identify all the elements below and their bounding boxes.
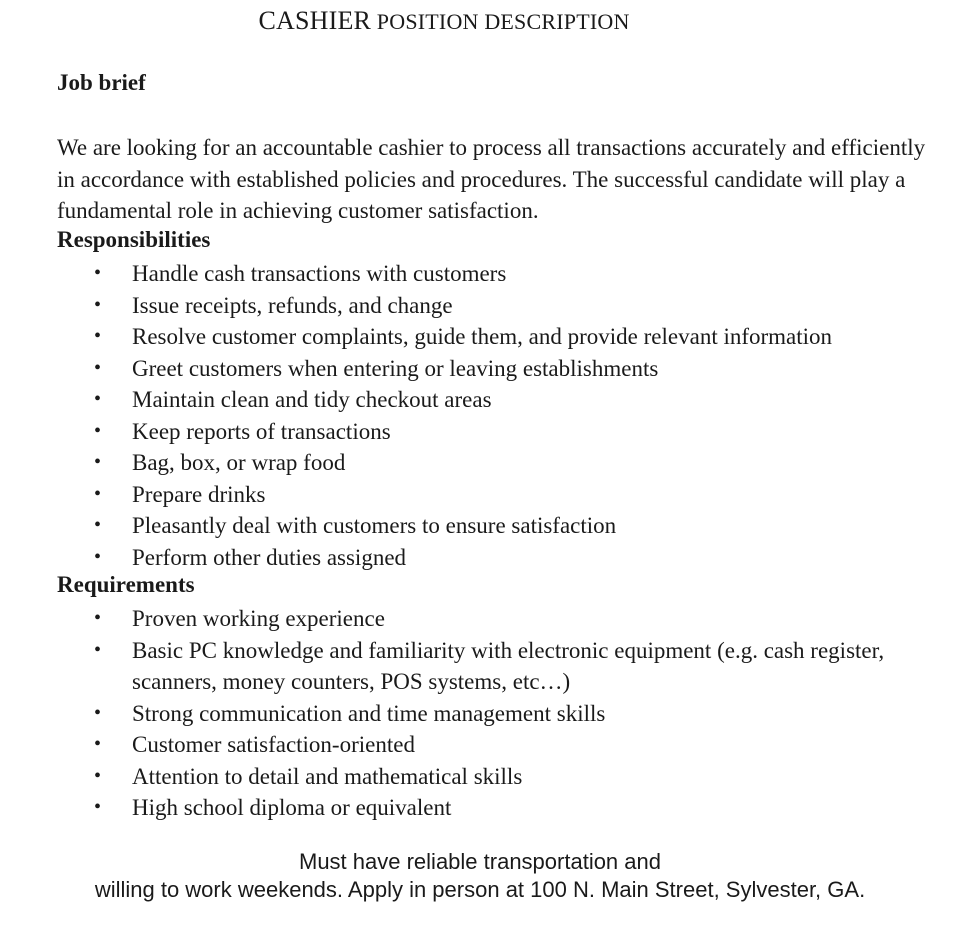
list-item: • Customer satisfaction-oriented [0, 729, 960, 761]
list-item: • Basic PC knowledge and familiarity with electronic equipment (e.g. cash register, scanners, money counters, POS systems, etc…) [0, 635, 960, 698]
requirements-heading: Requirements [57, 572, 195, 597]
list-item: • Greet customers when entering or leaving establishments [0, 353, 960, 385]
list-item: • Handle cash transactions with customers [0, 258, 960, 290]
list-item: • Bag, box, or wrap food [0, 447, 960, 479]
page-title [0, 6, 888, 36]
list-item: • Perform other duties assigned [0, 542, 960, 574]
footer-line-2: willing to work weekends. Apply in person at 100 N. Main Street, Sylvester, GA. [94, 877, 866, 902]
footer-line-1: Must have reliable transportation and [299, 849, 661, 874]
title-lead: CASHIER [258, 6, 372, 35]
footer-note [0, 848, 960, 904]
list-item: • Resolve customer complaints, guide them, and provide relevant information [0, 321, 960, 353]
list-item: • Proven working experience [0, 603, 960, 635]
list-item: • Prepare drinks [0, 479, 960, 511]
list-item: • Pleasantly deal with customers to ensure satisfaction [0, 510, 960, 542]
list-item: • High school diploma or equivalent [0, 792, 960, 824]
responsibilities-heading: Responsibilities [57, 227, 211, 252]
title-rest: POSITION DESCRIPTION [371, 9, 630, 34]
requirements-list [0, 603, 960, 824]
list-item: • Issue receipts, refunds, and change [0, 290, 960, 322]
job-brief-text: We are looking for an accountable cashier to process all transactions accurately and efficiently in accordance with established policies and procedures. The successful candidate will play a fundamental role in achieving customer satisfaction. [57, 135, 926, 223]
list-item: • Attention to detail and mathematical skills [0, 761, 960, 793]
job-brief-heading: Job brief [57, 70, 146, 95]
list-item: • Maintain clean and tidy checkout areas [0, 384, 960, 416]
list-item: • Strong communication and time management skills [0, 698, 960, 730]
list-item: • Keep reports of transactions [0, 416, 960, 448]
responsibilities-list [0, 258, 960, 573]
